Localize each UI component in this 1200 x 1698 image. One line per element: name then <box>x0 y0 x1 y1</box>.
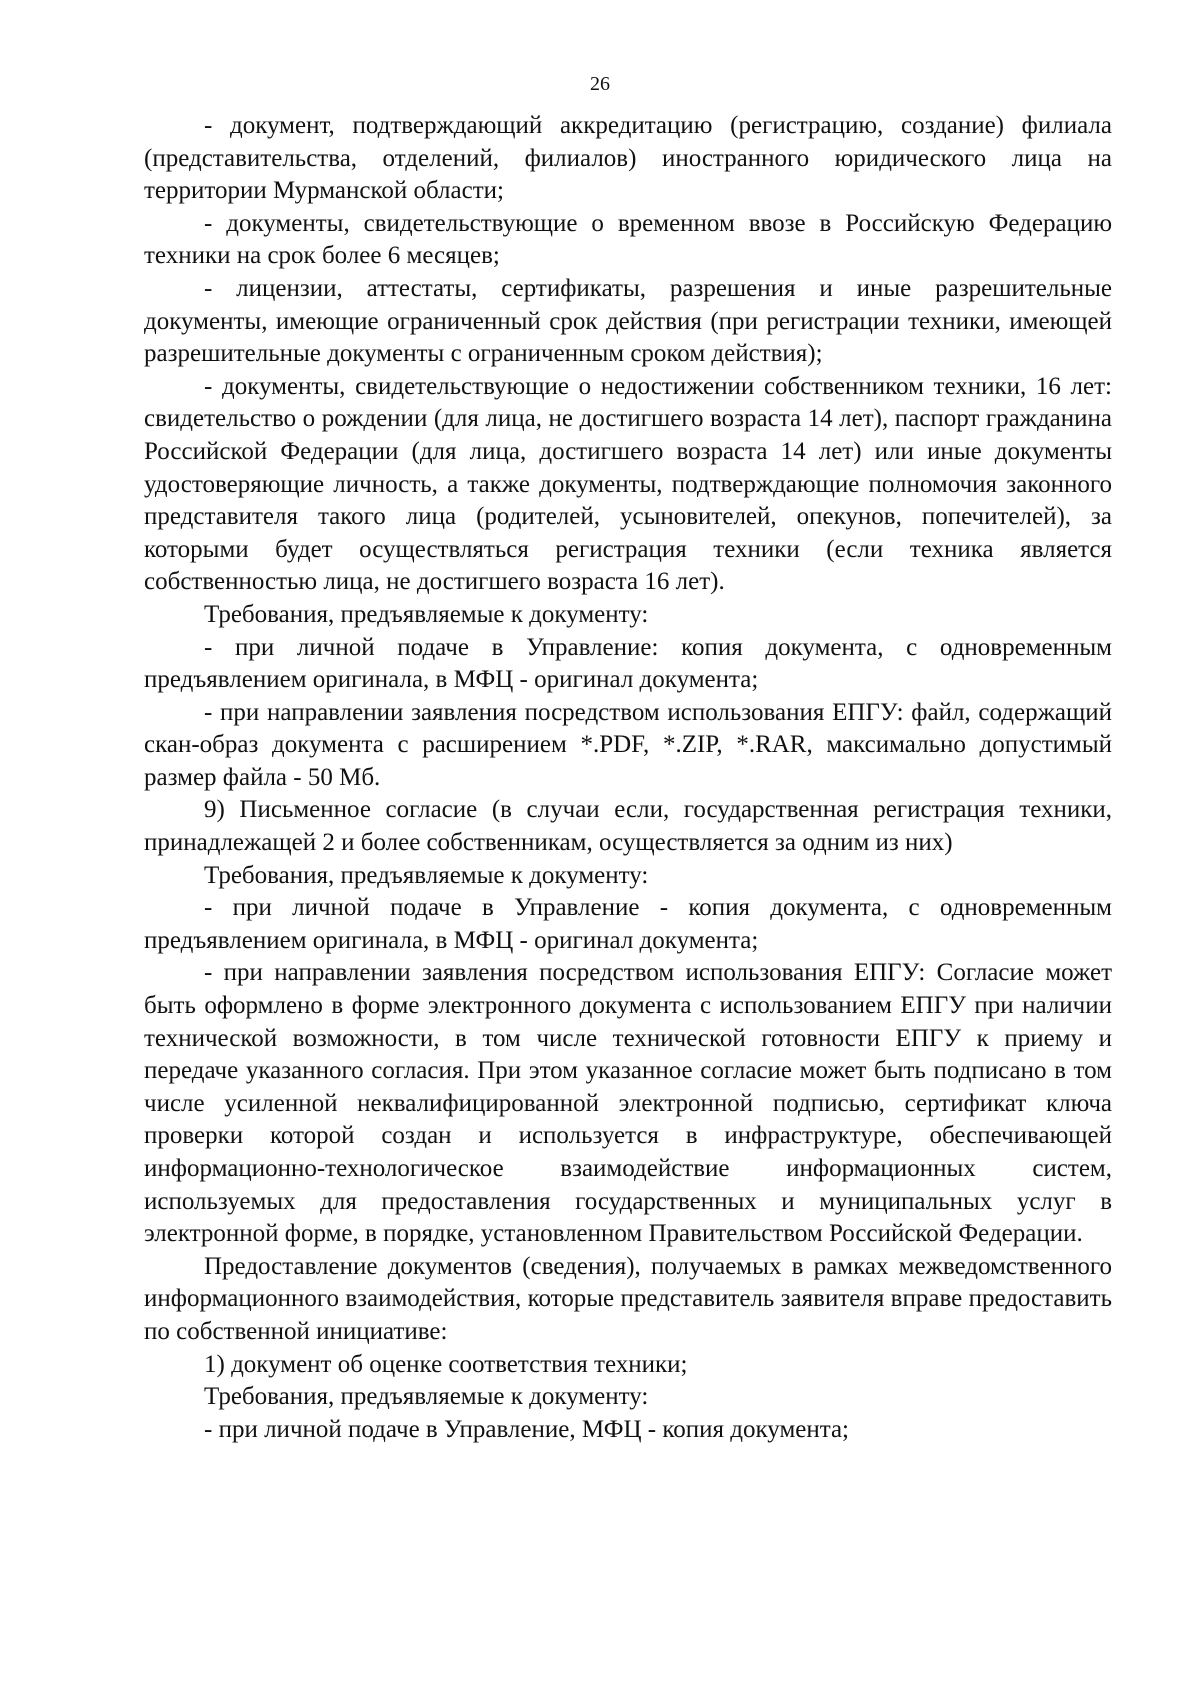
paragraph-accreditation-document: - документ, подтверждающий аккредитацию (регистрацию, создание) филиала (представительства, отделений, филиалов) иностранного юридического лица на территории Мурманской области; <box>144 112 1112 205</box>
page-number: 26 <box>590 73 610 95</box>
paragraph-personal-submission: - при личной подаче в Управление: копия документа, с одновременным предъявлением оригинала, в МФЦ - оригинал документа; <box>144 633 1112 694</box>
paragraph-epgu-consent: - при направлении заявления посредством использования ЕПГУ: Согласие может быть оформлено в форме электронного документа с использованием ЕПГУ при наличии технической возможности, в том числе технической готовности ЕПГУ к приему и передаче указанного согласия. При этом указанное согласие может быть подписано в том числе усиленной неквалифицированной электронной подписью, сертификат ключа проверки которой создан и используется в инфраструктуре, обеспечивающей информационно-технологическое взаимодействие информационных систем, используемых для предоставления государственных и муниципальных услуг в электронной форме, в порядке, установленном Правительством Российской Федерации. <box>144 959 1112 1248</box>
paragraph-temporary-import-documents: - документы, свидетельствующие о временном ввозе в Российскую Федерацию техники на срок более 6 месяцев; <box>144 209 1112 270</box>
paragraph-personal-submission: - при личной подаче в Управление - копия документа, с одновременным предъявлением оригинала, в МФЦ - оригинал документа; <box>144 894 1112 954</box>
paragraph-personal-submission-mfc: - при личной подаче в Управление, МФЦ - копия документа; <box>204 1415 850 1443</box>
paragraph-licenses-permits: - лицензии, аттестаты, сертификаты, разрешения и иные разрешительные документы, имеющие ограниченный срок действия (при регистрации техники, имеющей разрешительные документы с ограниченным сроком действия); <box>144 274 1112 368</box>
paragraph-epgu-submission: - при направлении заявления посредством использования ЕПГУ: файл, содержащий скан-образ документа с расширением *.PDF, *.ZIP, *.RAR, максимально допустимый размер файла - 50 Мб. <box>144 698 1112 791</box>
paragraph-conformity-document: 1) документ об оценке соответствия техники; <box>204 1350 688 1378</box>
paragraph-requirements-heading: Требования, предъявляемые к документу: <box>204 861 649 889</box>
paragraph-requirements-heading: Требования, предъявляемые к документу: <box>204 600 649 628</box>
paragraph-written-consent: 9) Письменное согласие (в случаи если, государственная регистрация техники, принадлежащей 2 и более собственникам, осуществляется за одним из них) <box>144 796 1112 857</box>
paragraph-interagency-documents: Предоставление документов (сведения), получаемых в рамках межведомственного информационного взаимодействия, которые представитель заявителя вправе предоставить по собственной инициативе: <box>144 1252 1112 1345</box>
paragraph-minor-owner-documents: - документы, свидетельствующие о недостижении собственником техники, 16 лет: свидетельство о рождении (для лица, не достигшего возраста 14 лет), паспорт гражданина Российской Федерации (для лица, достигшего возраста 14 лет) или иные документы удостоверяющие личность, а также документы, подтверждающие полномочия законного представителя такого лица (родителей, усыновителей, опекунов, попечителей), за которыми будет осуществляться регистрация техники (если техника является собственностью лица, не достигшего возраста 16 лет). <box>144 372 1112 596</box>
document-body <box>144 110 1112 1446</box>
paragraph-requirements-heading: Требования, предъявляемые к документу: <box>204 1383 649 1411</box>
